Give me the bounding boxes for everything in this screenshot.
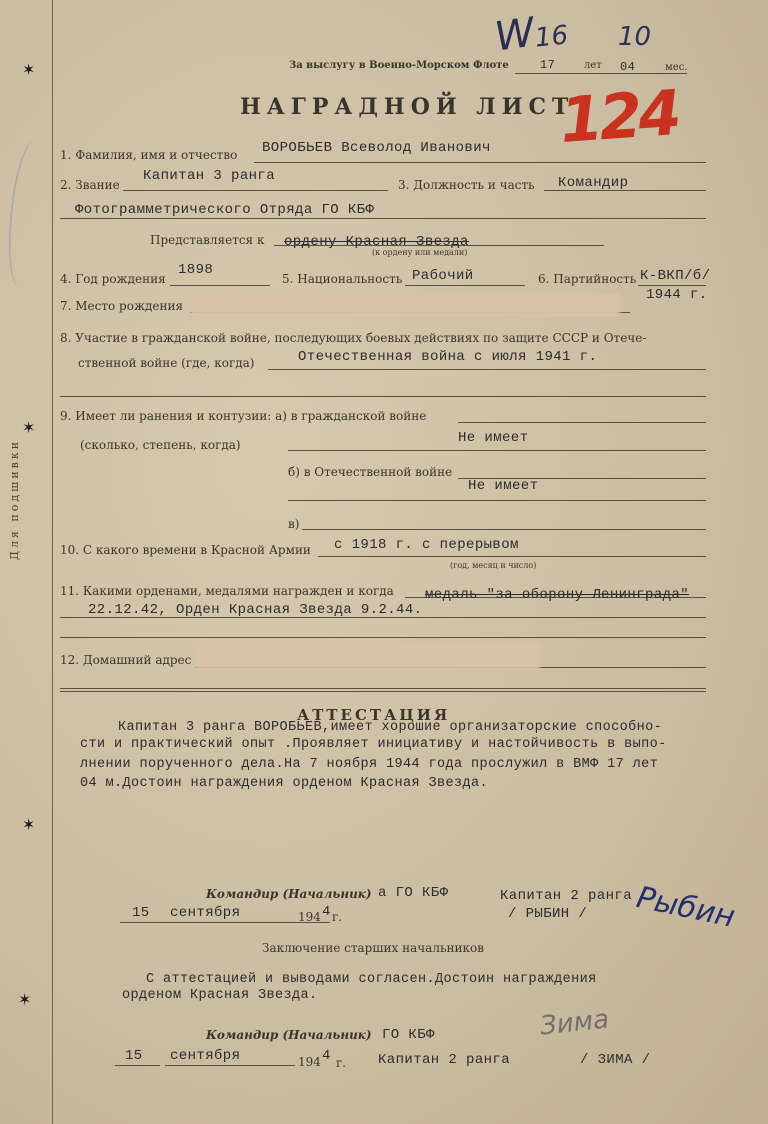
f6-value: К-ВКП/б/ [640,268,711,284]
faint-pencil-mark [0,138,56,292]
hw-corner-number-2: 10 [618,22,652,52]
commander2-month: сентября [170,1048,241,1064]
presented-value: ордену Красная Звезда [284,234,469,250]
presented-label: Представляется к [150,233,265,247]
punch-hole-mark: ✶ [18,990,32,1009]
f6-label: 6. Партийность [538,272,637,286]
attestation-line: сти и практический опыт .Проявляет инициативу и настойчивость в выпо- [80,737,667,752]
service-months: 04 [620,60,636,74]
f1-label: 1. Фамилия, имя и отчество [60,148,238,162]
f3-label: 3. Должность и часть [398,178,535,192]
commander2-signature: Зима [538,1004,611,1042]
f11-value: медаль "за оборону Ленинграда" [425,587,690,603]
commander2-year-g: г. [336,1056,347,1070]
f8-label-cont: ственной войне (где, когда) [78,356,255,370]
f7-label: 7. Место рождения [60,299,184,313]
f10-value: с 1918 г. с перерывом [334,537,519,553]
f6-value-cont: 1944 г. [646,287,708,303]
attestation-line: 04 м.Достоин награждения орденом Красная Звезда. [80,776,489,791]
f8-value: Отечественная война с июля 1941 г. [298,349,598,365]
f4-value: 1898 [178,262,214,278]
punch-hole-mark: ✶ [22,815,36,834]
commander1-rank: Капитан 2 ранга [500,888,633,904]
redacted-address [195,642,540,670]
service-years: 17 [540,58,556,72]
service-prefix: За выслугу в Военно-Морском Флоте [289,60,509,71]
f1-value: ВОРОБЬЕВ Всеволод Иванович [262,140,491,156]
f9a-value: Не имеет [458,430,529,446]
months-label: мес. [665,62,688,73]
hw-red-number: 124 [557,75,680,158]
commander1-signature: Рыбин [633,880,738,935]
punch-hole-mark: ✶ [22,418,36,437]
f11-value-cont: 22.12.42, Орден Красная Звезда 9.2.44. [88,602,423,618]
f2-value: Капитан 3 ранга [143,168,276,184]
redacted-birthplace [190,294,620,316]
commander1-name: / РЫБИН / [508,906,588,922]
f3-value: Командир [558,175,629,191]
commander1-unit: а ГО КБФ [378,885,449,901]
f10-label: 10. С какого времени в Красной Армии [60,543,311,557]
commander1-month: сентября [170,905,241,921]
side-label: Для подшивки [8,438,21,560]
hw-corner-number: 16 [533,20,570,54]
attestation-line: Капитан 3 ранга ВОРОБЬЕВ,имеет хорошие организаторские способно- [118,720,663,735]
f12-label: 12. Домашний адрес [60,653,192,667]
f4-label: 4. Год рождения [60,272,166,286]
commander2-year-prefix: 194 [298,1055,321,1069]
f9-label: 9. Имеет ли ранения и контузии: а) в гражданской войне [60,409,427,423]
page-title: НАГРАДНОЙ ЛИСТ [240,94,575,120]
f10-hint: (год, месяц и число) [450,561,537,570]
commander1-day: 15 [132,905,150,921]
f9b-value: Не имеет [468,478,539,494]
conclusion-line: орденом Красная Звезда. [122,988,318,1003]
f8-label: 8. Участие в гражданской войне, последующих боевых действиях по защите СССР и Отече- [60,331,647,345]
f5-value: Рабочий [412,268,474,284]
f9c-label: в) [288,517,300,531]
f9-label-cont: (сколько, степень, когда) [80,438,241,452]
conclusion-label: Заключение старших начальников [262,941,484,955]
commander1-year-suffix: 4 [322,904,331,920]
commander2-day: 15 [125,1048,143,1064]
f2-label: 2. Звание [60,178,120,192]
commander2-label: Командир (Начальник) [206,1028,372,1042]
presented-hint: (к ордену или медали) [372,248,468,257]
f11-label: 11. Какими орденами, медалями награжден и когда [60,584,394,598]
commander1-year-prefix: 194 [298,910,321,924]
attestation-line: лнении порученного дела.На 7 ноября 1944 года прослужил в ВМФ 17 лет [80,757,659,772]
punch-hole-mark: ✶ [22,60,36,79]
hw-check-mark: W [491,9,538,61]
attestation-title: АТТЕСТАЦИЯ [297,706,451,724]
f9b-label: б) в Отечественной войне [288,465,453,479]
commander2-rank: Капитан 2 ранга [378,1052,511,1068]
commander2-name: / ЗИМА / [580,1052,651,1068]
commander2-unit: ГО КБФ [382,1027,435,1043]
commander1-label: Командир (Начальник) [206,887,372,901]
f5-label: 5. Национальность [282,272,403,286]
commander2-year-suffix: 4 [322,1048,331,1064]
commander1-year-g: г. [332,910,343,924]
conclusion-line: С аттестацией и выводами согласен.Достоин награждения [146,972,597,987]
years-label: лет [584,60,602,71]
f3-value-cont: Фотограмметрического Отряда ГО КБФ [75,202,375,218]
